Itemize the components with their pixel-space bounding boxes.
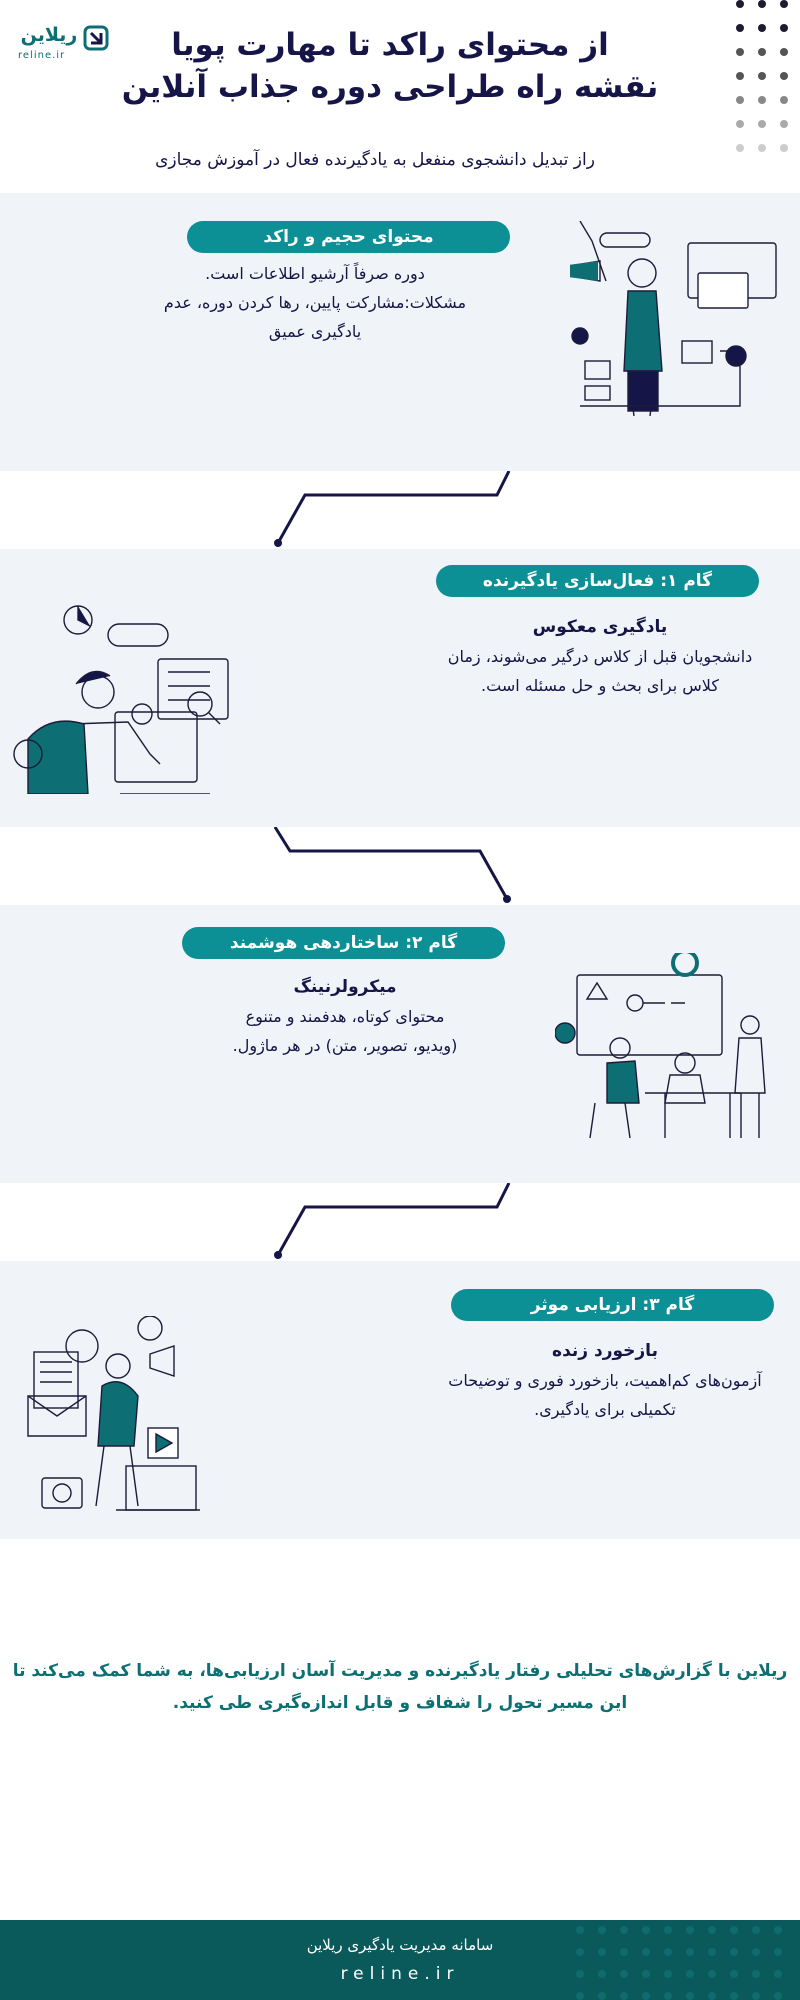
footer-website-link[interactable]: reline.ir: [340, 1964, 460, 1984]
body-line: مشکلات:مشارکت پایین، رها کردن دوره، عدم: [163, 293, 467, 312]
body-line: آزمون‌های کم‌اهمیت، بازخورد فوری و توضیحات: [448, 1371, 762, 1390]
footer-title: سامانه مدیریت یادگیری ریلاین: [306, 1936, 494, 1954]
body-line: کلاس برای بحث و حل مسئله است.: [481, 676, 719, 695]
body-line: محتوای کوتاه، هدفمند و متنوع: [245, 1007, 445, 1026]
megaphone-person-illustration: [570, 221, 790, 421]
body-line: (ویدیو، تصویر، متن) در هر ماژول.: [232, 1036, 458, 1055]
section-pill: گام ۲: ساختاردهی هوشمند: [182, 927, 505, 959]
classroom-workshop-illustration: [555, 953, 785, 1143]
decorative-dot-grid: [570, 1920, 800, 2000]
body-line: یادگیری عمیق: [268, 322, 362, 341]
section-heading: بازخورد زنده: [552, 1341, 658, 1361]
section-body: [120, 259, 510, 346]
footer: [0, 1920, 800, 2000]
section-step-2: [0, 905, 800, 1183]
path-connector: [0, 827, 800, 905]
section-problem: [0, 193, 800, 471]
title-line-1: از محتوای راکد تا مهارت پویا: [171, 27, 609, 63]
section-body: [400, 613, 800, 700]
section-pill: گام ۳: ارزیابی موثر: [451, 1289, 774, 1321]
page-title: [70, 24, 710, 108]
body-line: دوره صرفاً آرشیو اطلاعات است.: [205, 264, 425, 283]
body-line: تکمیلی برای یادگیری.: [534, 1400, 676, 1419]
decorative-dot-grid: [732, 0, 792, 175]
section-body: [160, 973, 530, 1060]
path-connector: [0, 471, 800, 549]
body-line: دانشجویان قبل از کلاس درگیر می‌شوند، زمان: [447, 647, 753, 666]
section-body: [410, 1337, 800, 1424]
logo-text: ریلاین: [20, 24, 78, 46]
closing-line: این مسیر تحول را شفاف و قابل اندازه‌گیری طی کنید.: [172, 1693, 628, 1713]
section-pill: محتوای حجیم و راکد: [187, 221, 510, 253]
logo-subtext: reline.ir: [18, 50, 66, 61]
online-survey-illustration: [10, 604, 240, 794]
path-connector: [0, 1183, 800, 1261]
section-step-1: [0, 549, 800, 827]
title-line-2: نقشه راه طراحی دوره جذاب آنلاین: [121, 69, 659, 105]
closing-message: [0, 1655, 800, 1719]
newsletter-marketing-illustration: [26, 1316, 206, 1516]
section-heading: میکرولرنینگ: [293, 977, 397, 997]
page-subtitle: راز تبدیل دانشجوی منفعل به یادگیرنده فعال در آموزش مجازی: [155, 150, 595, 170]
section-step-3: [0, 1261, 800, 1539]
section-pill: گام ۱: فعال‌سازی یادگیرنده: [436, 565, 759, 597]
section-heading: یادگیری معکوس: [532, 617, 668, 637]
closing-line: ریلاین با گزارش‌های تحلیلی رفتار یادگیرنده و مدیریت آسان ارزیابی‌ها، به شما کمک می‌کند تا: [12, 1661, 788, 1681]
header: [0, 0, 800, 190]
